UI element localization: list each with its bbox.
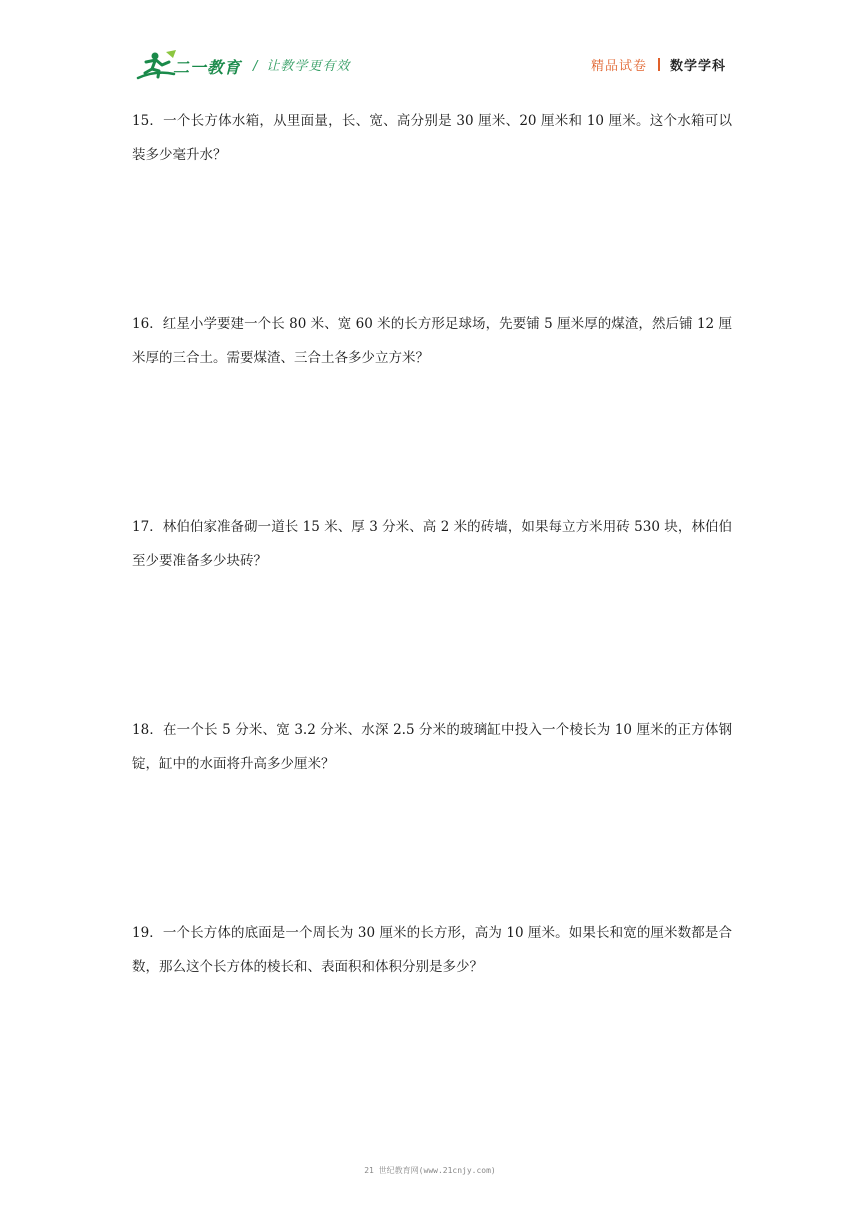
question-15: 15．一个长方体水箱，从里面量，长、宽、高分别是 30 厘米、20 厘米和 10 厘米。这个水箱可以装多少毫升水？ bbox=[132, 113, 732, 163]
premium-label: 精品试卷 bbox=[590, 59, 647, 74]
page-footer: 21 世纪教育网(www.21cnjy.com) bbox=[364, 1166, 496, 1175]
header-divider bbox=[658, 58, 660, 71]
slogan-text: 让教学更有效 bbox=[266, 59, 351, 74]
question-18: 18．在一个长 5 分米、宽 3.2 分米、水深 2.5 分米的玻璃缸中投入一个棱长为 10 厘米的正方体钢锭，缸中的水面将升高多少厘米？ bbox=[132, 722, 732, 772]
question-19: 19．一个长方体的底面是一个周长为 30 厘米的长方形，高为 10 厘米。如果长和宽的厘米数都是合数，那么这个长方体的棱长和、表面积和体积分别是多少？ bbox=[132, 925, 732, 975]
slogan bbox=[253, 55, 350, 74]
logo-text: 二一教育 bbox=[173, 58, 242, 77]
question-16: 16．红星小学要建一个长 80 米、宽 60 米的长方形足球场，先要铺 5 厘米厚的煤渣，然后铺 12 厘米厚的三合土。需要煤渣、三合土各多少立方米？ bbox=[132, 316, 732, 366]
page-header bbox=[0, 0, 860, 100]
slogan-slash: / bbox=[253, 59, 259, 74]
subject-label: 数学学科 bbox=[669, 59, 726, 74]
question-17: 17．林伯伯家准备砌一道长 15 米、厚 3 分米、高 2 米的砖墙，如果每立方米用砖 530 块，林伯伯至少要准备多少块砖？ bbox=[132, 519, 732, 569]
brand-right bbox=[591, 55, 726, 74]
